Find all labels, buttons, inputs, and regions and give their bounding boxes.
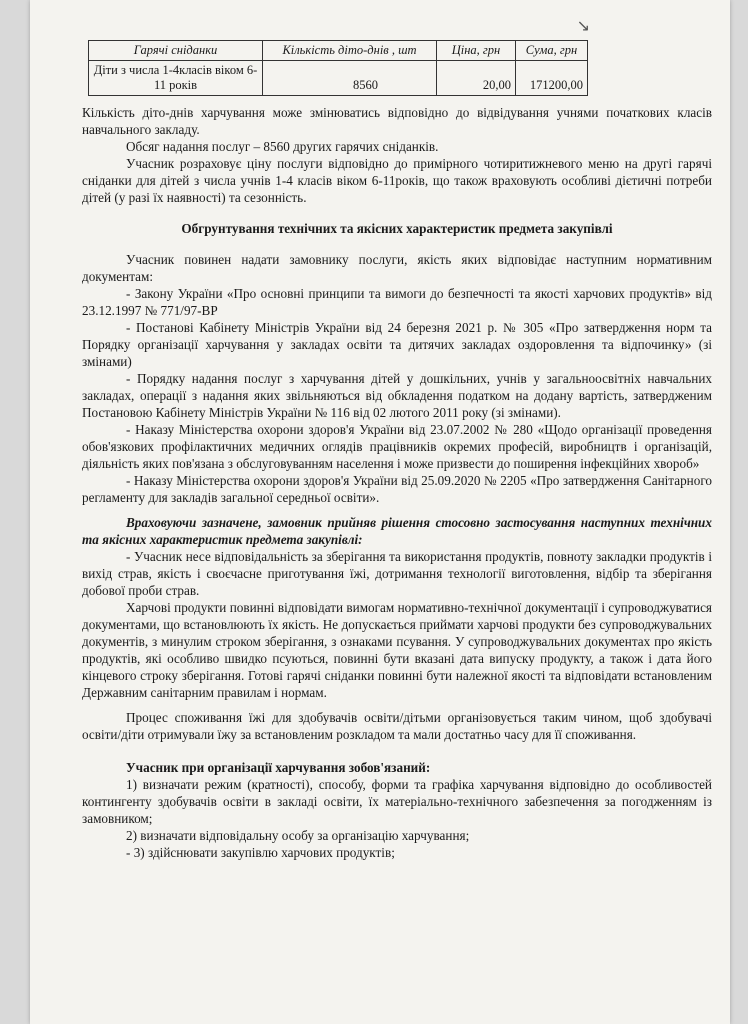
paragraph: - Учасник несе відповідальність за зберігання та використання продуктів, повноту закладки продуктів і вихід страв, якість і своєчасне приготування їжі, дотримання технології виготовлення, відбір та зберігання добової проби страв. xyxy=(82,549,712,598)
law-item: - Закону України «Про основні принципи та вимоги до безпечності та якості харчових продуктів» від 23.12.1997 № 771/97-ВР xyxy=(82,286,712,318)
table-cell-sum: 171200,00 xyxy=(516,61,588,96)
duties-heading: Учасник при організації харчування зобов'язаний: xyxy=(126,760,431,775)
document-page xyxy=(30,0,730,1024)
law-item: - Порядку надання послуг з харчування дітей у дошкільних, учнів у загальноосвітніх навчальних закладах, операції з надання яких звільняються від обкладення податком на додану вартість, затвердженим Постановою Кабінету Міністрів України № 116 від 02 лютого 2011 року (зі змінами). xyxy=(82,371,712,420)
paragraph: Учасник розраховує ціну послуги відповідно до примірного чотиритижневого меню на другі гарячі сніданки для дітей з числа учнів 1-4 класів віком 6-11років, що також враховують особливі дієтичні потреби дітей (у разі їх наявності) та сезонність. xyxy=(82,156,712,205)
list-item: 1) визначати режим (кратності), способу, форми та графіка харчування відповідно до особливостей контингенту здобувачів освіти в закладі освіти, їх матеріально-технічного забезпечення за погодженням із замовником; xyxy=(82,777,712,826)
pen-mark-icon: ↘ xyxy=(576,16,590,35)
paragraph: Процес споживання їжі для здобувачів освіти/дітьми організовується таким чином, щоб здобувачі освіти/діти отримували їжу за встановленим розкладом та мали достатньо часу для її споживання. xyxy=(82,710,712,742)
law-item: - Наказу Міністерства охорони здоров'я України від 25.09.2020 № 2205 «Про затвердження Санітарного регламенту для закладів загальної середньої освіти». xyxy=(82,473,712,505)
table-cell-child-days: 8560 xyxy=(263,61,437,96)
table-cell-price: 20,00 xyxy=(437,61,516,96)
law-item: - Постанові Кабінету Міністрів України від 24 березня 2021 р. № 305 «Про затвердження норм та Порядку організації харчування у закладах освіти та дитячих закладах оздоровлення та відпочинку» (зі змінами) xyxy=(82,320,712,369)
table-header-cell: Гарячі сніданки xyxy=(89,41,263,61)
paragraph: Кількість дітo-днів харчування може змінюватись відповідно до відвідування учнями початкових класів навчального закладу. xyxy=(82,105,712,137)
meals-table xyxy=(88,40,588,96)
decision-statement: Враховуючи зазначене, замовник прийняв рішення стосовно застосування наступних технічних та якісних характеристик предмета закупівлі: xyxy=(82,515,712,547)
duties-list xyxy=(82,776,712,861)
table-cell-category: Діти з числа 1-4класів віком 6-11 років xyxy=(89,61,263,96)
section-heading: Обгрунтування технічних та якісних характеристик предмета закупівлі xyxy=(181,221,613,236)
table-row xyxy=(89,61,588,96)
table-header-cell: Ціна, грн xyxy=(437,41,516,61)
table-header-cell: Кількість дітo-днів , шт xyxy=(263,41,437,61)
document-body xyxy=(82,40,712,861)
paragraph: Харчові продукти повинні відповідати вимогам нормативно-технічної документації і супроводжуватися документами, що встановлюють їх якість. Не допускається приймати харчові продукти без супроводжувальних документів, з минулим строком зберігання, з ознаками псування. У супроводжувальних документах про якість продуктів, які особливо швидко псуються, повинні бути вказані дата випуску продукту, а також і дата його кінцевого строку зберігання. Готові гарячі сніданки повинні бути належної якості та відповідати встановленим Державним санітарним правилам і нормам. xyxy=(82,600,712,700)
list-item: 2) визначати відповідальну особу за організацію харчування; xyxy=(126,828,470,843)
list-item: - 3) здійснювати закупівлю харчових продуктів; xyxy=(126,845,395,860)
table-header-cell: Сума, грн xyxy=(516,41,588,61)
table-header-row xyxy=(89,41,588,61)
paragraph: Обсяг надання послуг – 8560 других гарячих сніданків. xyxy=(126,139,439,154)
paragraph: Учасник повинен надати замовнику послуги, якість яких відповідає наступним нормативним документам: xyxy=(82,252,712,284)
law-item: - Наказу Міністерства охорони здоров'я України від 23.07.2002 № 280 «Щодо організації проведення обов'язкових профілактичних медичних оглядів працівників окремих професій, виробництв і організацій, діяльність яких пов'язана з обслуговуванням населення і може призвести до поширення інфекційних хвороб» xyxy=(82,422,712,471)
